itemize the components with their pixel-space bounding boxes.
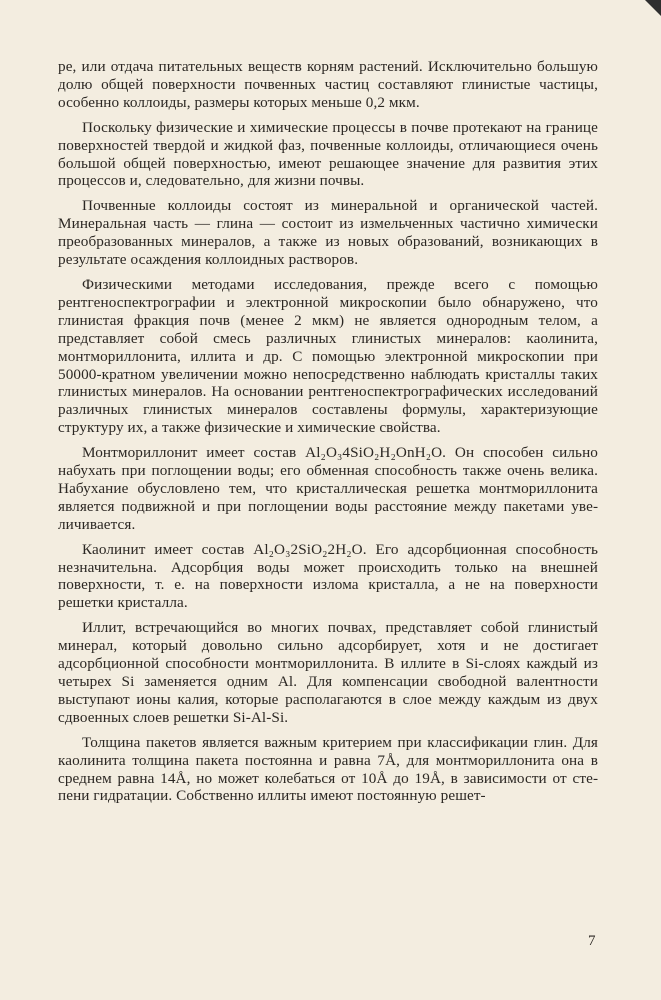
page-number: 7: [588, 933, 596, 949]
paragraph-4: Физическими методами исследования, прежде всего с помощью рентгеноспектрографии и электронной микроскопии было обнаружено, что глинистая фракция почв (менее 2 мкм) не является однородным телом, а представляет собой смесь различных глинистых минералов: каолинита, монтмориллонита, иллита и др. С помощью электронной микроскопии при 50000-кратном увеличении можно непосредственно наблюдать кристаллы таких глинистых минералов. На основании рентгеноспектрографических исследований различных глинистых минералов составлены формулы, характеризующие структуру их, а также физические и химические свойства.: [58, 275, 598, 437]
page-body: [58, 58, 598, 812]
paragraph-6: Каолинит имеет состав Al₂O₃2SiO₂2H₂O. Его адсорбционная способность незначительна. Адсорбция воды может происходить только на внешней поверхности, т. е. на поверхности излома кристалла, а не на поверхности решетки кристалла.: [58, 540, 598, 612]
paragraph-8: Толщина пакетов является важным критерием при классификации глин. Для каолинита толщина пакета постоянна и равна 7Å, для монтмориллонита она в среднем равна 14Å, но может колебаться от 10Å до 19Å, в зависимости от степени гидратации. Собственно иллиты имеют постоянную решет-: [58, 733, 598, 805]
page-corner-fold: [645, 0, 661, 16]
paragraph-2: Поскольку физические и химические процессы в почве протекают на границе поверхностей твердой и жидкой фаз, почвенные коллоиды, отличающиеся очень большой общей поверхностью, имеют решающее значение для развития этих процессов и, следовательно, для жизни почвы.: [58, 118, 598, 190]
paragraph-5: Монтмориллонит имеет состав Al₂O₃4SiO₂H₂OnH₂O. Он способен сильно набухать при поглощении воды; его обменная способность также очень велика. Набухание обусловлено тем, что кристаллическая решетка монтмориллонита является подвижной и при поглощении воды расстояние между пакетами увеличивается.: [58, 444, 598, 533]
paragraph-3: Почвенные коллоиды состоят из минеральной и органической частей. Минеральная часть — глина — состоит из измельченных частично химически преобразованных минералов, а также из новых образований, возникающих в результате осаждения коллоидных растворов.: [58, 197, 598, 269]
paragraph-7: Иллит, встречающийся во многих почвах, представляет собой глинистый минерал, который довольно сильно адсорбирует, хотя и не достигает адсорбционной способности монтмориллонита. В иллите в Si-слоях каждый из четырех Si заменяется одним Al. Для компенсации свободной валентности выступают ионы калия, которые располагаются в слое между каждым из двух сдвоенных слоев решетки Si-Al-Si.: [58, 619, 598, 726]
paragraph-1: ре, или отдача питательных веществ корням растений. Исключительно большую долю общей поверхности почвенных частиц составляют глинистые частицы, особенно коллоиды, размеры которых меньше 0,2 мкм.: [58, 58, 598, 111]
